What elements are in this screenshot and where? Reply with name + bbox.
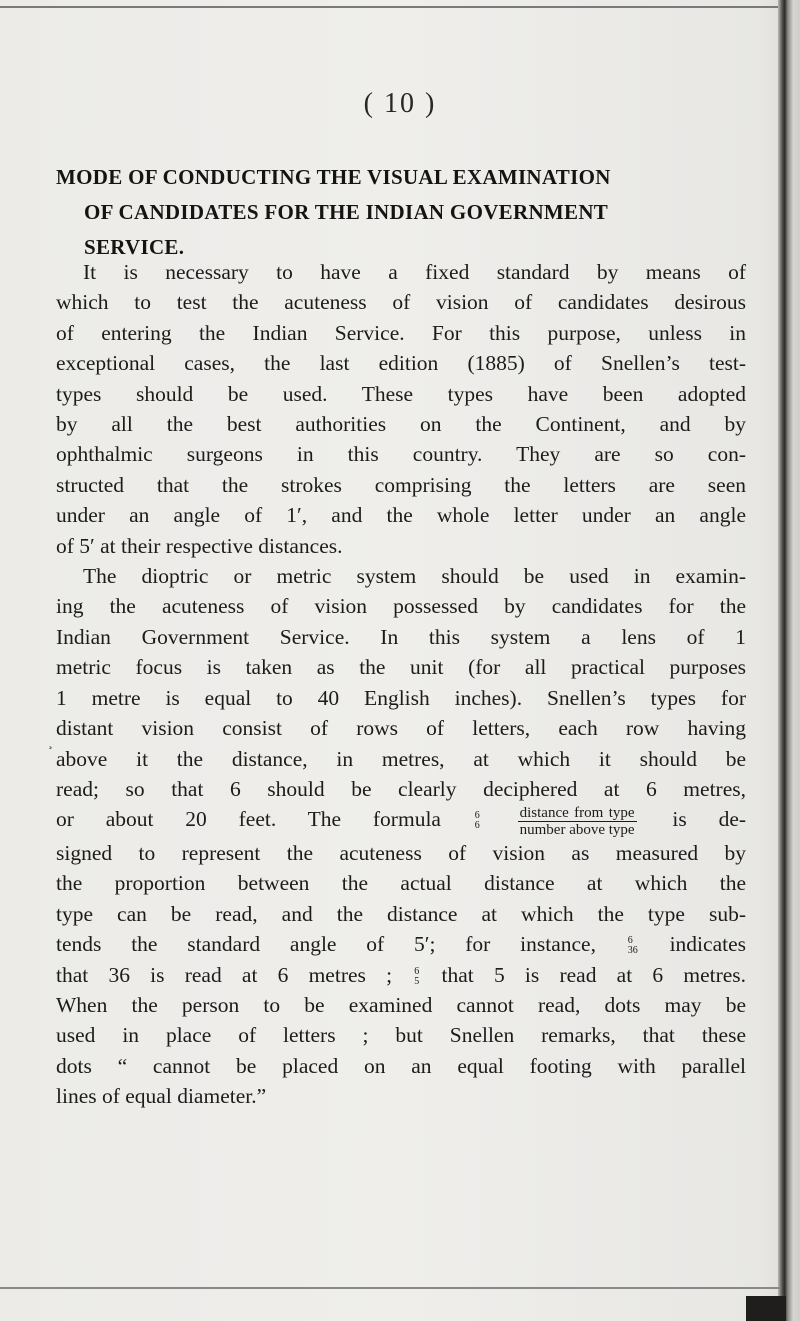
page-number: ( 10 ) bbox=[363, 88, 437, 119]
example-line bbox=[56, 929, 746, 959]
text-line: distant vision consist of rows of letters, each row having bbox=[56, 716, 746, 741]
formula-prefix: or about 20 feet. The formula bbox=[56, 807, 441, 832]
text-line: ing the acuteness of vision possessed by candidates for the bbox=[56, 594, 746, 619]
page-binding-edge bbox=[778, 0, 800, 1321]
small-fraction-num: 6 bbox=[474, 810, 480, 822]
formula-suffix: is de- bbox=[672, 807, 747, 832]
example-prefix: tends the standard angle of 5′; for instance, bbox=[56, 932, 596, 957]
text-line: type can be read, and the distance at which the type sub- bbox=[56, 901, 746, 926]
ratio-prefix: that 36 is read at 6 metres ; bbox=[56, 962, 393, 987]
text-line: dots “ cannot be placed on an equal footing with parallel bbox=[56, 1053, 746, 1078]
body-text bbox=[56, 257, 746, 1112]
text-line: read; so that 6 should be clearly deciphered at 6 metres, bbox=[56, 776, 746, 801]
text-line: The dioptric or metric system should be used in examin- bbox=[83, 564, 746, 589]
text-line: It is necessary to have a fixed standard by means of bbox=[83, 260, 746, 284]
margin-mark: ¸ bbox=[48, 735, 53, 750]
ratio-line bbox=[56, 960, 746, 990]
ratio-fraction-num: 6 bbox=[414, 965, 420, 977]
text-line: by all the best authorities on the Continent, and by bbox=[56, 412, 746, 437]
text-line: the proportion between the actual distance at which the bbox=[56, 871, 746, 896]
text-line: of 5′ at their respective distances. bbox=[56, 533, 343, 558]
heading-line-2: OF CANDIDATES FOR THE INDIAN GOVERNMENT bbox=[84, 200, 609, 224]
small-fraction bbox=[475, 811, 480, 831]
top-rule bbox=[0, 6, 780, 8]
text-line: types should be used. These types have been adopted bbox=[56, 381, 746, 406]
text-line: When the person to be examined cannot read, dots may be bbox=[56, 992, 746, 1017]
text-line: which to test the acuteness of vision of candidates desirous bbox=[56, 290, 746, 315]
text-line: lines of equal diameter.” bbox=[56, 1084, 267, 1109]
scan-artifact bbox=[746, 1296, 786, 1321]
text-line: signed to represent the acuteness of vision as measured by bbox=[56, 840, 746, 865]
text-line: metric focus is taken as the unit (for all practical purposes bbox=[56, 655, 746, 680]
small-fraction-den: 6 bbox=[474, 820, 480, 832]
formula-denominator: number above type bbox=[519, 821, 635, 838]
text-line: used in place of letters ; but Snellen remarks, that these bbox=[56, 1023, 746, 1048]
example-fraction-den: 36 bbox=[627, 945, 638, 957]
example-fraction bbox=[628, 936, 638, 956]
text-line: Indian Government Service. In this system a lens of 1 bbox=[56, 624, 746, 649]
text-line: under an angle of 1′, and the whole letter under an angle bbox=[56, 503, 746, 528]
text-line: structed that the strokes comprising the letters are seen bbox=[56, 472, 746, 497]
bottom-rule bbox=[0, 1287, 780, 1289]
example-suffix: indicates bbox=[669, 932, 746, 957]
text-line: above it the distance, in metres, at which it should be bbox=[56, 746, 746, 771]
formula-numerator: distance from type bbox=[519, 804, 635, 821]
formula-line bbox=[56, 804, 746, 838]
formula-fraction bbox=[518, 805, 637, 838]
heading-line-3: SERVICE. bbox=[84, 235, 185, 259]
ratio-suffix: that 5 is read at 6 metres. bbox=[441, 962, 747, 987]
section-heading bbox=[56, 160, 746, 265]
text-line: ophthalmic surgeons in this country. They are so con- bbox=[56, 442, 746, 467]
text-line: 1 metre is equal to 40 English inches). Snellen’s types for bbox=[56, 685, 746, 710]
heading-line-1: MODE OF CONDUCTING THE VISUAL EXAMINATION bbox=[56, 165, 611, 189]
example-fraction-num: 6 bbox=[627, 935, 633, 947]
text-line: exceptional cases, the last edition (1885) of Snellen’s test- bbox=[56, 351, 746, 376]
text-line: of entering the Indian Service. For this purpose, unless in bbox=[56, 320, 746, 345]
ratio-fraction-den: 5 bbox=[414, 975, 420, 987]
ratio-fraction bbox=[414, 967, 419, 987]
